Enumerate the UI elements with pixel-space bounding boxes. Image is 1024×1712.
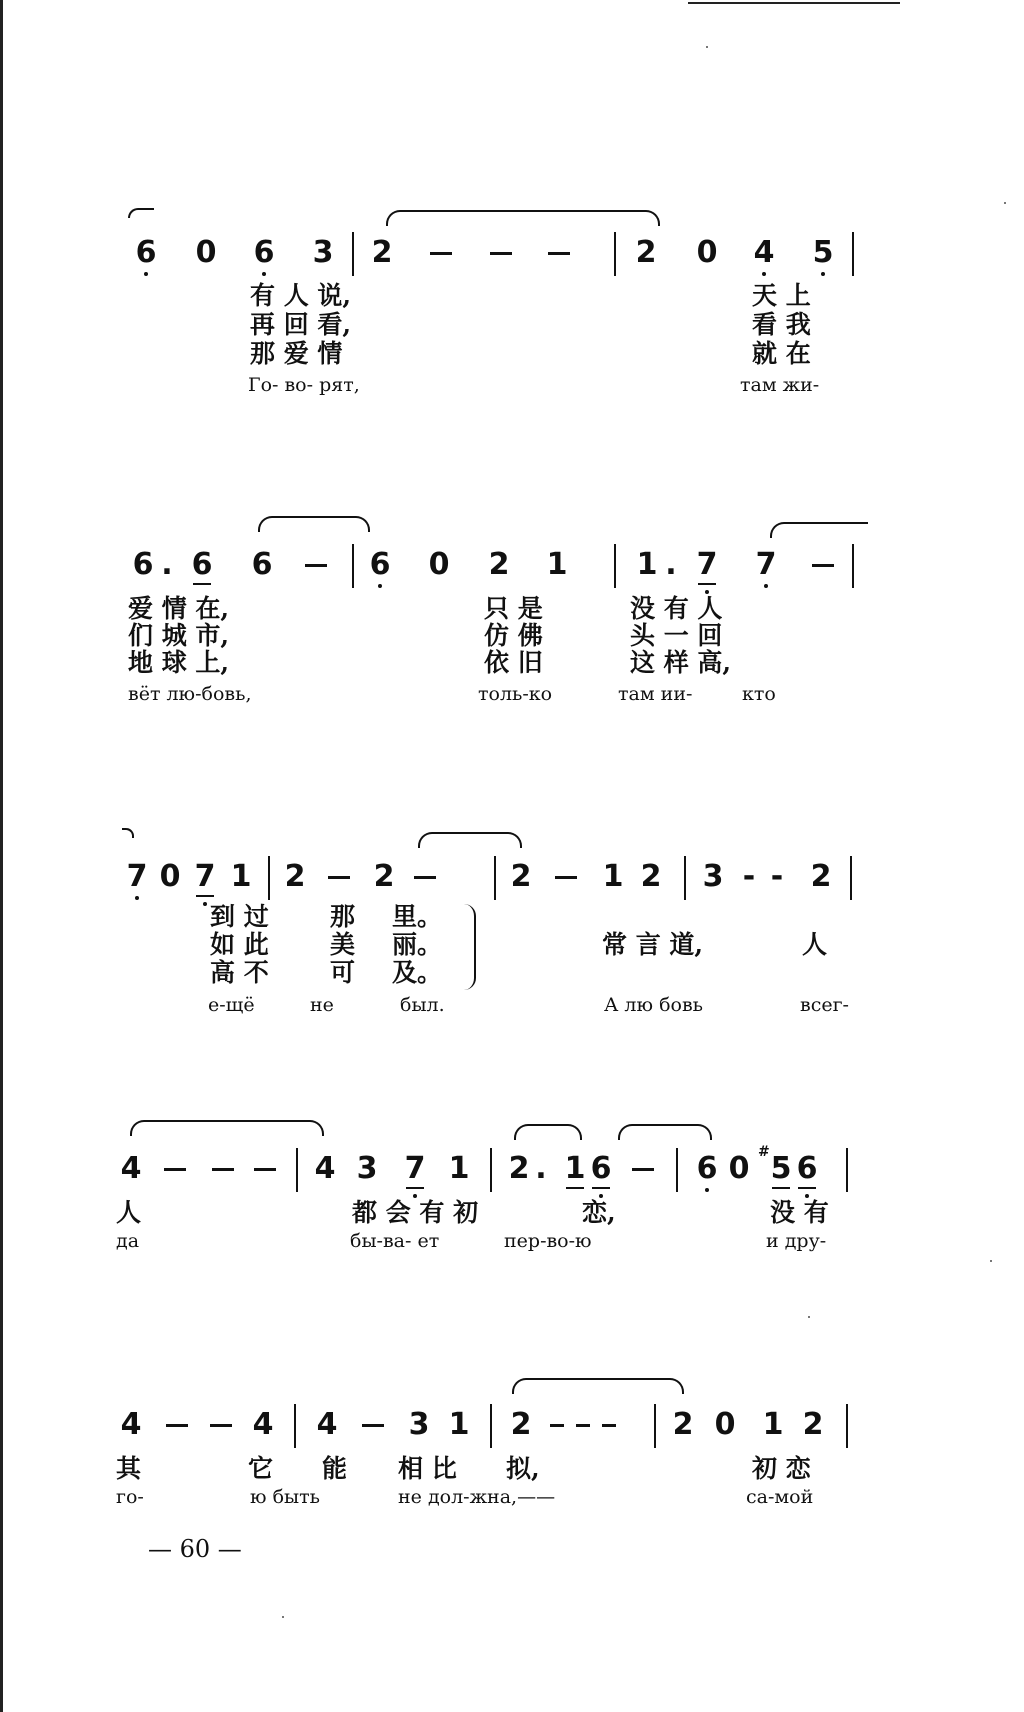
lyric-line: 爱 情 在, — [128, 594, 230, 623]
lyric-line: 人 — [116, 1198, 142, 1227]
dash — [305, 564, 327, 567]
page-edge — [0, 0, 3, 1712]
russian-lyric: всег- — [800, 994, 849, 1016]
dash — [550, 1424, 564, 1427]
note: 4 — [120, 1151, 142, 1186]
note: 3 — [408, 1407, 430, 1442]
lyric-line: 恋, — [582, 1198, 616, 1227]
note: 4 — [252, 1407, 274, 1442]
dash — [254, 1168, 276, 1171]
barline — [490, 1148, 492, 1192]
dash — [414, 876, 436, 879]
barline — [684, 856, 686, 900]
barline — [352, 232, 354, 276]
lyric-line: 没 有 人 — [630, 594, 723, 623]
note: 2 — [488, 547, 510, 582]
lyric-line: 依 旧 — [484, 648, 543, 677]
dash — [362, 1424, 384, 1427]
lyric-line: 这 样 高, — [630, 648, 732, 677]
barline — [846, 1404, 848, 1448]
dash — [490, 252, 512, 255]
dash — [576, 1424, 590, 1427]
russian-lyric: там жи- — [740, 374, 820, 396]
lyric-line: 只 是 — [484, 594, 543, 623]
note: 1 — [762, 1407, 784, 1442]
russian-lyric: ю быть — [250, 1486, 320, 1508]
note: 7 — [190, 862, 220, 892]
top-rule — [688, 2, 900, 4]
note: 1 — [448, 1151, 470, 1186]
slur — [258, 516, 370, 532]
brace — [464, 904, 476, 990]
note: 7 — [122, 862, 152, 892]
lyric-line: 那 — [330, 902, 356, 931]
note: 1 — [448, 1407, 470, 1442]
lyric-line: 没 有 — [770, 1198, 829, 1227]
barline — [676, 1148, 678, 1192]
note: 2 — [510, 859, 532, 894]
dash — [548, 252, 570, 255]
russian-lyric: толь-ко — [478, 683, 553, 705]
russian-lyric: был. — [400, 994, 445, 1016]
dash — [164, 1168, 186, 1171]
note: 1 — [560, 1154, 590, 1184]
note: 3 — [356, 1151, 378, 1186]
note: 4 — [749, 238, 779, 268]
barline — [846, 1148, 848, 1192]
russian-lyric: го- — [116, 1486, 144, 1508]
lyric-line: 如 此 — [210, 930, 269, 959]
barline — [494, 856, 496, 900]
lyric-line: 及。 — [392, 958, 443, 987]
note: 0 — [195, 235, 217, 270]
note: 2 — [510, 1407, 532, 1442]
lyric-line: 都 会 有 初 — [352, 1198, 479, 1227]
lyric-line: 高 不 — [210, 958, 269, 987]
slur — [130, 1120, 324, 1136]
tie — [122, 828, 134, 838]
note: 6 — [251, 547, 273, 582]
lyric-line: 可 — [330, 958, 356, 987]
lyric-line: 里。 — [392, 902, 443, 931]
barline — [490, 1404, 492, 1448]
barline — [852, 544, 854, 588]
russian-lyric: не дол-жна,—— — [398, 1486, 556, 1508]
note: 2 — [802, 1407, 824, 1442]
speck — [808, 1316, 810, 1318]
russian-lyric: и дру- — [766, 1230, 827, 1252]
lyric-line: 人 — [802, 930, 828, 959]
speck — [282, 1616, 284, 1618]
dash — [166, 1424, 188, 1427]
sharp-accidental: # — [758, 1144, 770, 1160]
note: 0 — [159, 859, 181, 894]
note: 7 — [692, 550, 722, 580]
lyric-line: 到 过 — [210, 902, 269, 931]
note: 2 — [635, 235, 657, 270]
russian-lyric: А лю бовь — [604, 994, 703, 1016]
dash — [555, 876, 577, 879]
note: 1 — [602, 859, 624, 894]
note: - — [770, 859, 784, 894]
note: 0 — [696, 235, 718, 270]
lyric-line: 相 比 — [398, 1454, 457, 1483]
lyric-line: 其 — [116, 1454, 142, 1483]
lyric-line: 那 爱 情 — [250, 339, 343, 368]
note: 7 — [400, 1154, 430, 1184]
dash — [430, 252, 452, 255]
lyric-line: 头 一 回 — [630, 621, 723, 650]
note: . — [161, 547, 173, 582]
note: 0 — [428, 547, 450, 582]
barline — [654, 1404, 656, 1448]
lyric-line: 们 城 市, — [128, 621, 230, 650]
barline — [268, 856, 270, 900]
dash — [210, 1424, 232, 1427]
lyric-line: 初 恋 — [752, 1454, 811, 1483]
speck — [1004, 202, 1006, 204]
dash — [602, 1424, 616, 1427]
note: 5 — [808, 238, 838, 268]
speck — [990, 1260, 992, 1262]
note: 7 — [751, 550, 781, 580]
note: 2 — [373, 859, 395, 894]
russian-lyric: там ии- — [618, 683, 693, 705]
lyric-line: 美 — [330, 930, 356, 959]
barline — [850, 856, 852, 900]
barline — [614, 232, 616, 276]
note: 2 — [371, 235, 393, 270]
note: 6 — [131, 238, 161, 268]
slur — [770, 522, 868, 538]
slur — [386, 210, 660, 226]
slur — [514, 1124, 582, 1140]
lyric-line: 有 人 说, — [250, 281, 352, 310]
dash — [212, 1168, 234, 1171]
slur — [418, 832, 522, 848]
lyric-line: 仿 佛 — [484, 621, 543, 650]
russian-lyric: да — [116, 1230, 140, 1252]
note: 1 — [636, 547, 658, 582]
slur — [512, 1378, 684, 1394]
note: 2 — [284, 859, 306, 894]
lyric-line: 地 球 上, — [128, 648, 230, 677]
lyric-line: 它 — [248, 1454, 274, 1483]
dash — [328, 876, 350, 879]
note: 3 — [312, 235, 334, 270]
note: 1 — [546, 547, 568, 582]
note: . — [535, 1151, 547, 1186]
russian-lyric: пер-во-ю — [504, 1230, 592, 1252]
note: 1 — [230, 859, 252, 894]
note: 6 — [132, 547, 154, 582]
barline — [852, 232, 854, 276]
note: 4 — [314, 1151, 336, 1186]
note: 6 — [586, 1154, 616, 1184]
note: 6 — [365, 550, 395, 580]
russian-lyric: вёт лю-бовь, — [128, 683, 252, 705]
barline — [296, 1148, 298, 1192]
note: 6 — [187, 550, 217, 580]
lyric-line: 就 在 — [752, 339, 811, 368]
slur — [128, 208, 154, 218]
note: 2 — [810, 859, 832, 894]
barline — [294, 1404, 296, 1448]
note: 2 — [672, 1407, 694, 1442]
russian-lyric: Го- во- рят, — [248, 374, 360, 396]
note: 0 — [714, 1407, 736, 1442]
slur — [618, 1124, 712, 1140]
note: - — [742, 859, 756, 894]
lyric-line: 天 上 — [752, 281, 811, 310]
lyric-line: 常 言 道, — [602, 930, 704, 959]
note: 2 — [640, 859, 662, 894]
russian-lyric: кто — [742, 683, 776, 705]
lyric-line: 看 我 — [752, 310, 811, 339]
note: 3 — [702, 859, 724, 894]
note: 6 — [792, 1154, 822, 1184]
note: 5 — [766, 1154, 796, 1184]
dash — [812, 564, 834, 567]
barline — [352, 544, 354, 588]
russian-lyric: е-щё — [208, 994, 255, 1016]
russian-lyric: са-мой — [746, 1486, 814, 1508]
lyric-line: 丽。 — [392, 930, 443, 959]
dash — [632, 1168, 654, 1171]
page-number: — 60 — — [148, 1535, 242, 1563]
speck — [706, 46, 708, 48]
russian-lyric: бы-ва- ет — [350, 1230, 440, 1252]
note: 6 — [249, 238, 279, 268]
note: 4 — [316, 1407, 338, 1442]
note: . — [665, 547, 677, 582]
lyric-line: 再 回 看, — [250, 310, 352, 339]
lyric-line: 拟, — [506, 1454, 540, 1483]
barline — [614, 544, 616, 588]
note: 2 — [508, 1151, 530, 1186]
russian-lyric: не — [310, 994, 334, 1016]
note: 6 — [692, 1154, 722, 1184]
lyric-line: 能 — [322, 1454, 348, 1483]
note: 4 — [120, 1407, 142, 1442]
note: 0 — [728, 1151, 750, 1186]
